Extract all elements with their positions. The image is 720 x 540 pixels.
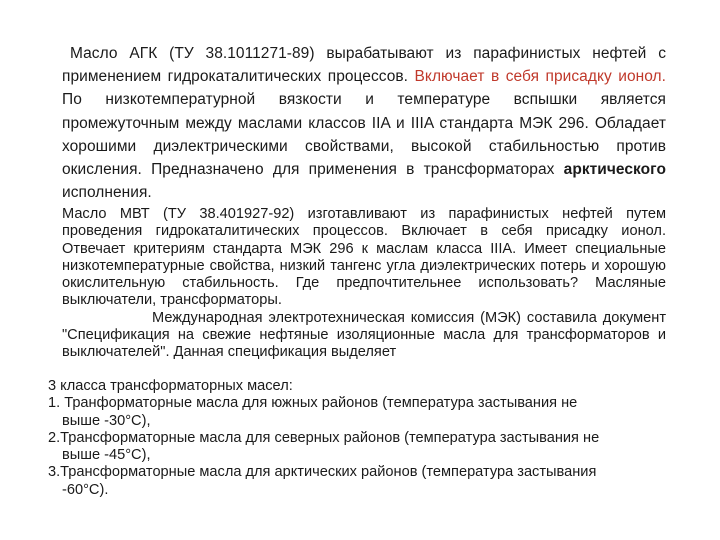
list-item-line1: 2.Трансформаторные масла для северных районов (температура застывания не <box>48 429 600 446</box>
list-item-line2: выше -30°С), <box>62 412 151 429</box>
paragraph-agk-bold: арктического <box>563 161 666 179</box>
paragraph-mvt-block <box>62 206 666 362</box>
oil-classes-list <box>48 378 668 499</box>
list-item <box>48 430 668 465</box>
paragraph-agk-end: исполнения. <box>62 184 152 202</box>
paragraph-iec: Международная электротехническая комиссия (МЭК) составила документ "Спецификация на свежие нефтяные изоляционные масла для трансформаторов и выключателей". Данная спецификация выделяет <box>62 309 666 361</box>
paragraph-agk-text: Масло АГК (ТУ 38.1011271-89) вырабатывают из парафинистых нефтей с применением гидрокаталитических процессов. <box>62 45 666 86</box>
paragraph-agk-highlight: Включает в себя присадку ионол. <box>414 68 667 86</box>
list-intro: 3 класса трансформаторных масел: <box>48 378 293 394</box>
list-item <box>48 464 668 499</box>
list-item-line2: выше -45°С), <box>62 447 151 464</box>
paragraph-agk <box>62 42 666 204</box>
list-item-line1: 1. Транформаторные масла для южных районов (температура застывания не <box>48 395 578 412</box>
paragraph-agk-text-continued: По низкотемпературной вязкости и температуре вспышки является промежуточным между маслами классов IIA и IIIA стандарта МЭК 296. Обладает хорошими диэлектрическими свойствами, высокой стабильностью против окисления. Предназначено для применения в трансформаторах <box>62 91 666 179</box>
list-item-line1: 3.Трансформаторные масла для арктических районов (температура застывания <box>48 464 597 481</box>
list-item-line2: -60°С). <box>62 481 109 498</box>
list-item <box>48 395 668 430</box>
paragraph-mvt: Масло МВТ (ТУ 38.401927-92) изготавливают из парафинистых нефтей путем проведения гидрокаталитических процессов. Включает в себя присадку ионол. Отвечает критериям стандарта МЭК 296 к маслам класса IIIA. Имеет специальные низкотемпературные свойства, низкий тангенс угла диэлектрических потерь и хорошую окислительную стабильность. Где предпочтительнее использовать? Масляные выключатели, трансформаторы. <box>62 206 666 309</box>
